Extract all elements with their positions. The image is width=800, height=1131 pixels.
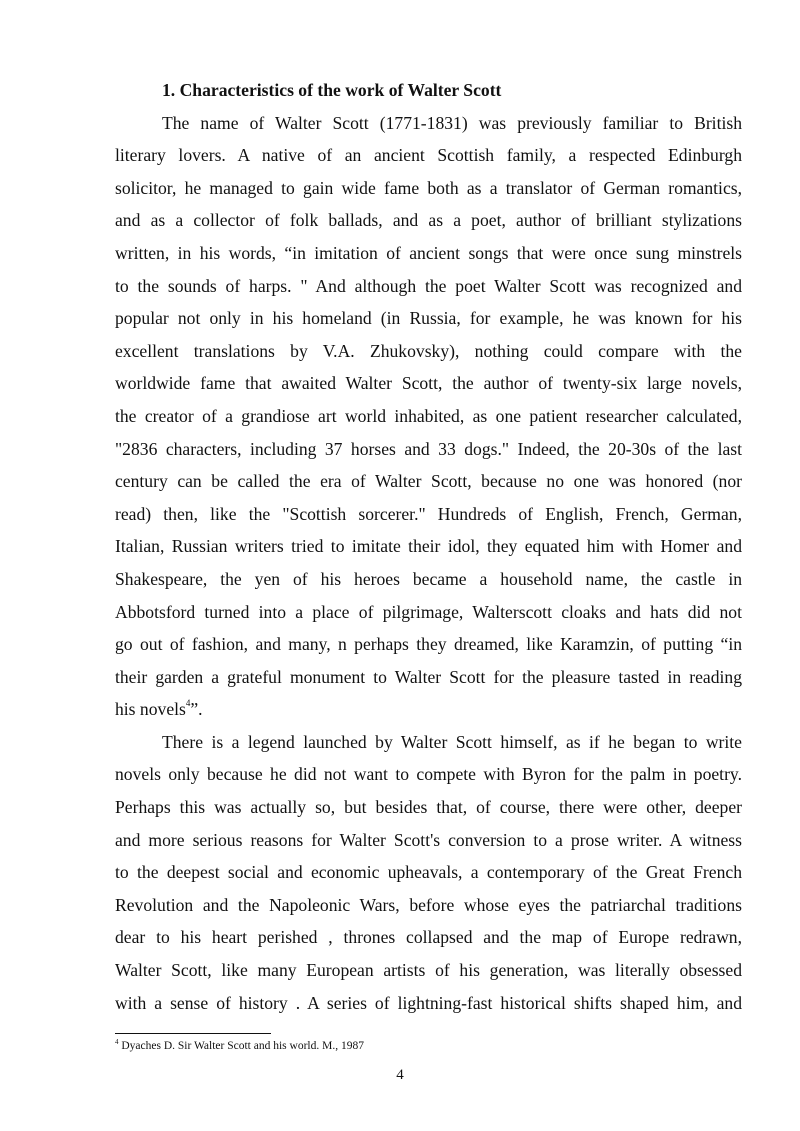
text-line: Shakespeare, the yen of his heroes became a household name, the castle in [115, 568, 742, 589]
text-line: go out of fashion, and many, n perhaps they dreamed, like Karamzin, of putting “in [115, 634, 742, 655]
text-line: dear to his heart perished , thrones collapsed and the map of Europe redrawn, [115, 927, 742, 948]
text-line: to the deepest social and economic upheavals, a contemporary of the Great French [115, 862, 742, 883]
text-line: Abbotsford turned into a place of pilgrimage, Walterscott cloaks and hats did not [115, 601, 742, 622]
text-line: Italian, Russian writers tried to imitate their idol, they equated him with Homer and [115, 536, 742, 557]
text-line: to the sounds of harps. " And although the poet Walter Scott was recognized and [115, 275, 742, 296]
text-line [115, 693, 742, 726]
text-line: popular not only in his homeland (in Russia, for example, he was known for his [115, 308, 742, 329]
footnote-divider [115, 1033, 271, 1034]
text-line: The name of Walter Scott (1771-1831) was previously familiar to British [162, 112, 742, 133]
page-number: 4 [396, 1067, 404, 1083]
footnote-reference[interactable]: 4 [185, 698, 191, 709]
footnote-number: 4 [115, 1038, 119, 1047]
text-line: Revolution and the Napoleonic Wars, before whose eyes the patriarchal traditions [115, 894, 742, 915]
text-line: "2836 characters, including 37 horses and 33 dogs." Indeed, the 20-30s of the last [115, 438, 742, 459]
footnote [115, 1038, 742, 1054]
footnote-text: Dyaches D. Sir Walter Scott and his world. M., 1987 [118, 1040, 364, 1052]
text-line: excellent translations by V.A. Zhukovsky), nothing could compare with the [115, 340, 742, 361]
text-line: and more serious reasons for Walter Scott's conversion to a prose writer. A witness [115, 829, 742, 850]
text-line: solicitor, he managed to gain wide fame both as a translator of German romantics, [115, 177, 742, 198]
text-line: worldwide fame that awaited Walter Scott, the author of twenty-six large novels, [115, 373, 742, 394]
text-line: the creator of a grandiose art world inhabited, as one patient researcher calculated, [115, 405, 742, 426]
text-line: written, in his words, “in imitation of ancient songs that were once sung minstrels [115, 242, 742, 263]
text-line: and as a collector of folk ballads, and as a poet, author of brilliant stylizations [115, 210, 742, 231]
section-heading: 1. Characteristics of the work of Walter Scott [162, 80, 502, 100]
text-line: century can be called the era of Walter Scott, because no one was honored (nor [115, 471, 742, 492]
text-line: novels only because he did not want to compete with Byron for the palm in poetry. [115, 764, 742, 785]
text-fragment: his novels [115, 699, 186, 720]
text-line: Perhaps this was actually so, but besides that, of course, there were other, deeper [115, 797, 742, 818]
text-line: with a sense of history . A series of lightning-fast historical shifts shaped him, and [115, 992, 742, 1013]
text-line: Walter Scott, like many European artists of his generation, was literally obsessed [115, 960, 742, 981]
text-fragment: ”. [190, 699, 203, 720]
paragraph-1 [115, 107, 742, 726]
text-line: their garden a grateful monument to Walter Scott for the pleasure tasted in reading [115, 666, 742, 687]
text-line: There is a legend launched by Walter Scott himself, as if he began to write [162, 731, 742, 752]
page-content [115, 74, 742, 1019]
text-line: literary lovers. A native of an ancient Scottish family, a respected Edinburgh [115, 145, 742, 166]
paragraph-2 [115, 726, 742, 1019]
text-line: read) then, like the "Scottish sorcerer." Hundreds of English, French, German, [115, 503, 742, 524]
